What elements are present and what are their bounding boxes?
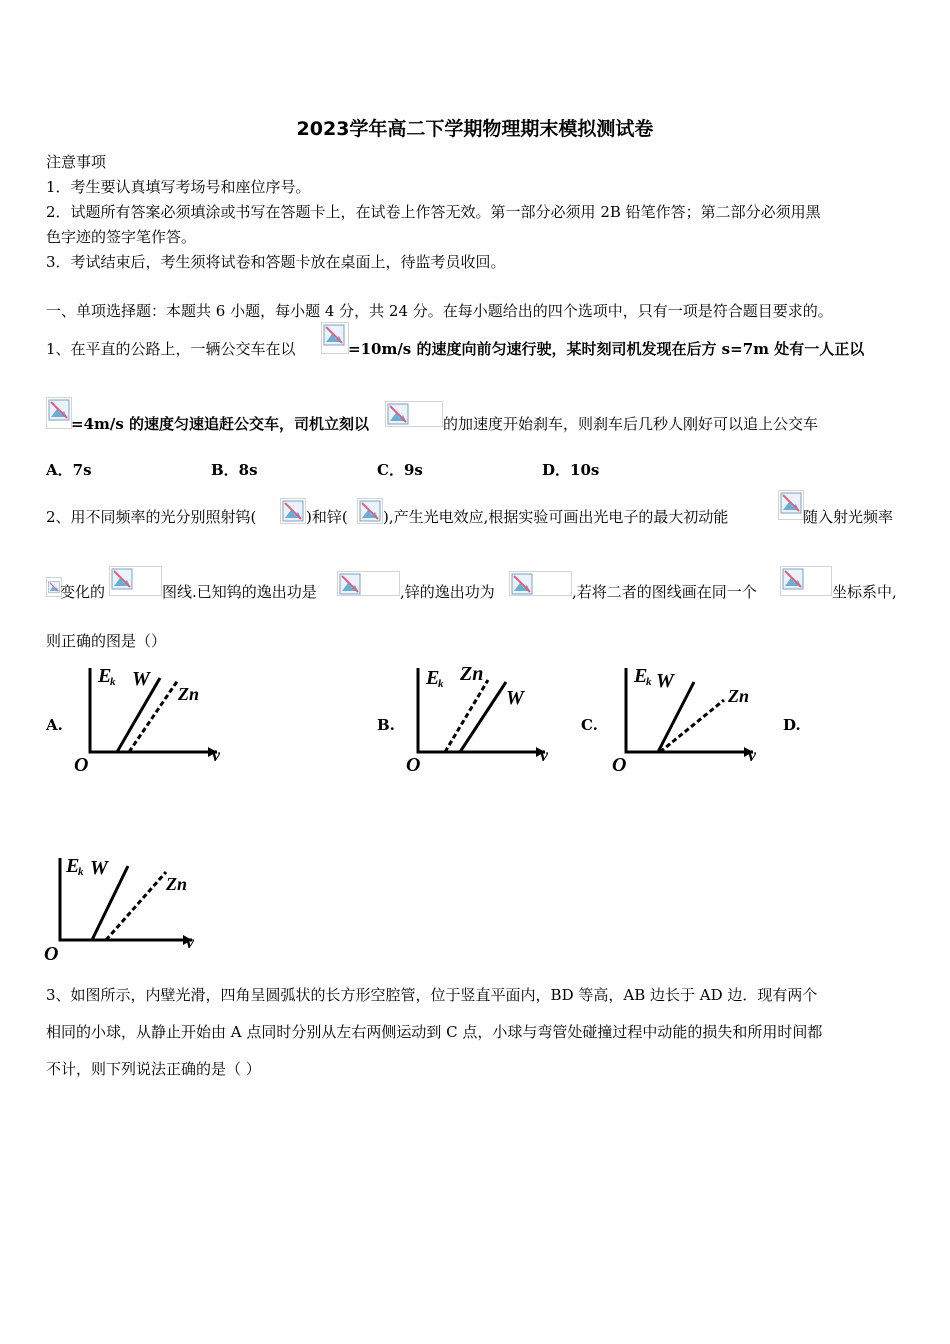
q1-text-2b: 的加速度开始刹车，则刹车后几秒人刚好可以追上公交车 — [443, 415, 819, 433]
graph-label-nu: ν — [212, 745, 220, 765]
image-placeholder-icon — [46, 397, 72, 429]
notice-item-3: 3．考试结束后，考生须将试卷和答题卡放在桌面上，待监考员收回。 — [46, 253, 506, 271]
graph-label-nu: ν — [540, 745, 548, 765]
q2-text-1d: 随入射光频率 — [803, 508, 894, 526]
graph-b — [400, 658, 560, 773]
q2-text-2e: 坐标系中, — [832, 583, 897, 601]
graph-label-zn: Zn — [178, 684, 200, 704]
graph-label-w: W — [656, 670, 674, 692]
graph-label-w: W — [132, 668, 150, 690]
q2-text-2c: ,锌的逸出功为 — [400, 583, 495, 601]
section-heading: 一、单项选择题：本题共 6 小题，每小题 4 分，共 24 分。在每小题给出的四个选项中，只有一项是符合题目要求的。 — [46, 302, 833, 320]
graph-label-nu: ν — [748, 745, 756, 765]
image-placeholder-icon — [280, 498, 306, 524]
q2-option-a: A. — [46, 716, 63, 734]
q2-text-2a: 变化的 — [60, 583, 106, 601]
q2-text-1b: )和锌( — [306, 508, 348, 526]
notice-item-2: 2．试题所有答案必须填涂或书写在答题卡上，在试卷上作答无效。第一部分必须用 2B 铅笔作答；第二部分必须用黑 — [46, 203, 821, 221]
page-title: 2023学年高二下学期物理期末模拟测试卷 — [296, 118, 654, 140]
graph-d — [42, 846, 202, 964]
image-placeholder-icon — [357, 498, 383, 524]
graph-label-ek: E — [98, 665, 112, 687]
q1-text-1b: =10m/s 的速度向前匀速行驶，某时刻司机发现在后方 s=7m 处有一人正以 — [348, 340, 865, 358]
q2-text-1a: 2、用不同频率的光分别照射钨( — [46, 508, 257, 526]
image-placeholder-icon — [321, 322, 349, 354]
q3-text-2: 相同的小球，从静止开始由 A 点同时分别从左右两侧运动到 C 点，小球与弯管处碰撞过程中动能的损失和所用时间都 — [46, 1023, 823, 1041]
q1-option-a: A．7s — [46, 461, 92, 479]
graph-label-ek-sub: k — [110, 676, 116, 688]
notice-item-2-cont: 色字迹的签字笔作答。 — [46, 228, 197, 246]
q1-text-1a: 1、在平直的公路上，一辆公交车在以 — [46, 340, 296, 358]
graph-label-w: W — [506, 687, 524, 709]
q1-text-2a: =4m/s 的速度匀速追赶公交车，司机立刻以 — [71, 415, 370, 433]
graph-label-zn: Zn — [166, 874, 188, 894]
q1-option-c: C．9s — [377, 461, 423, 479]
graph-c — [608, 658, 768, 773]
q2-text-2b: 图线.已知钨的逸出功是 — [162, 583, 317, 601]
notice-heading: 注意事项 — [46, 153, 107, 171]
graph-label-origin: O — [74, 754, 89, 773]
q3-text-1: 3、如图所示，内壁光滑，四角呈圆弧状的长方形空腔管，位于竖直平面内，BD 等高，AB 边长于 AD 边．现有两个 — [46, 986, 818, 1004]
graph-label-ek-sub: k — [438, 678, 444, 690]
graph-label-origin: O — [612, 754, 627, 773]
graph-label-ek-sub: k — [78, 866, 84, 878]
image-placeholder-icon — [337, 571, 400, 596]
graph-label-ek-sub: k — [646, 676, 652, 688]
q2-text-3: 则正确的图是（） — [46, 632, 167, 650]
graph-label-origin: O — [406, 754, 421, 773]
q3-text-3: 不计，则下列说法正确的是（ ） — [46, 1060, 261, 1078]
q2-text-2d: ,若将二者的图线画在同一个 — [572, 583, 757, 601]
q2-text-1c: ),产生光电效应,根据实验可画出光电子的最大初动能 — [383, 508, 729, 526]
graph-label-origin: O — [44, 943, 59, 964]
graph-label-ek: E — [426, 667, 440, 689]
image-placeholder-icon — [109, 566, 162, 596]
image-placeholder-icon — [509, 571, 572, 596]
q1-option-d: D．10s — [542, 461, 600, 479]
q2-option-d: D. — [783, 716, 801, 734]
graph-label-nu: ν — [186, 932, 194, 952]
image-placeholder-icon — [780, 566, 832, 596]
graph-a — [72, 658, 232, 773]
graph-label-zn: Zn — [728, 686, 750, 706]
notice-item-1: 1．考生要认真填写考场号和座位序号。 — [46, 178, 311, 196]
graph-label-zn: Zn — [460, 663, 484, 685]
q2-option-b: B. — [377, 716, 395, 734]
graph-label-ek: E — [634, 665, 648, 687]
graph-label-w: W — [90, 857, 108, 879]
q2-option-c: C. — [581, 716, 598, 734]
image-placeholder-icon — [778, 490, 804, 520]
q1-option-b: B．8s — [211, 461, 258, 479]
image-placeholder-icon — [385, 401, 443, 427]
graph-label-ek: E — [66, 855, 80, 877]
